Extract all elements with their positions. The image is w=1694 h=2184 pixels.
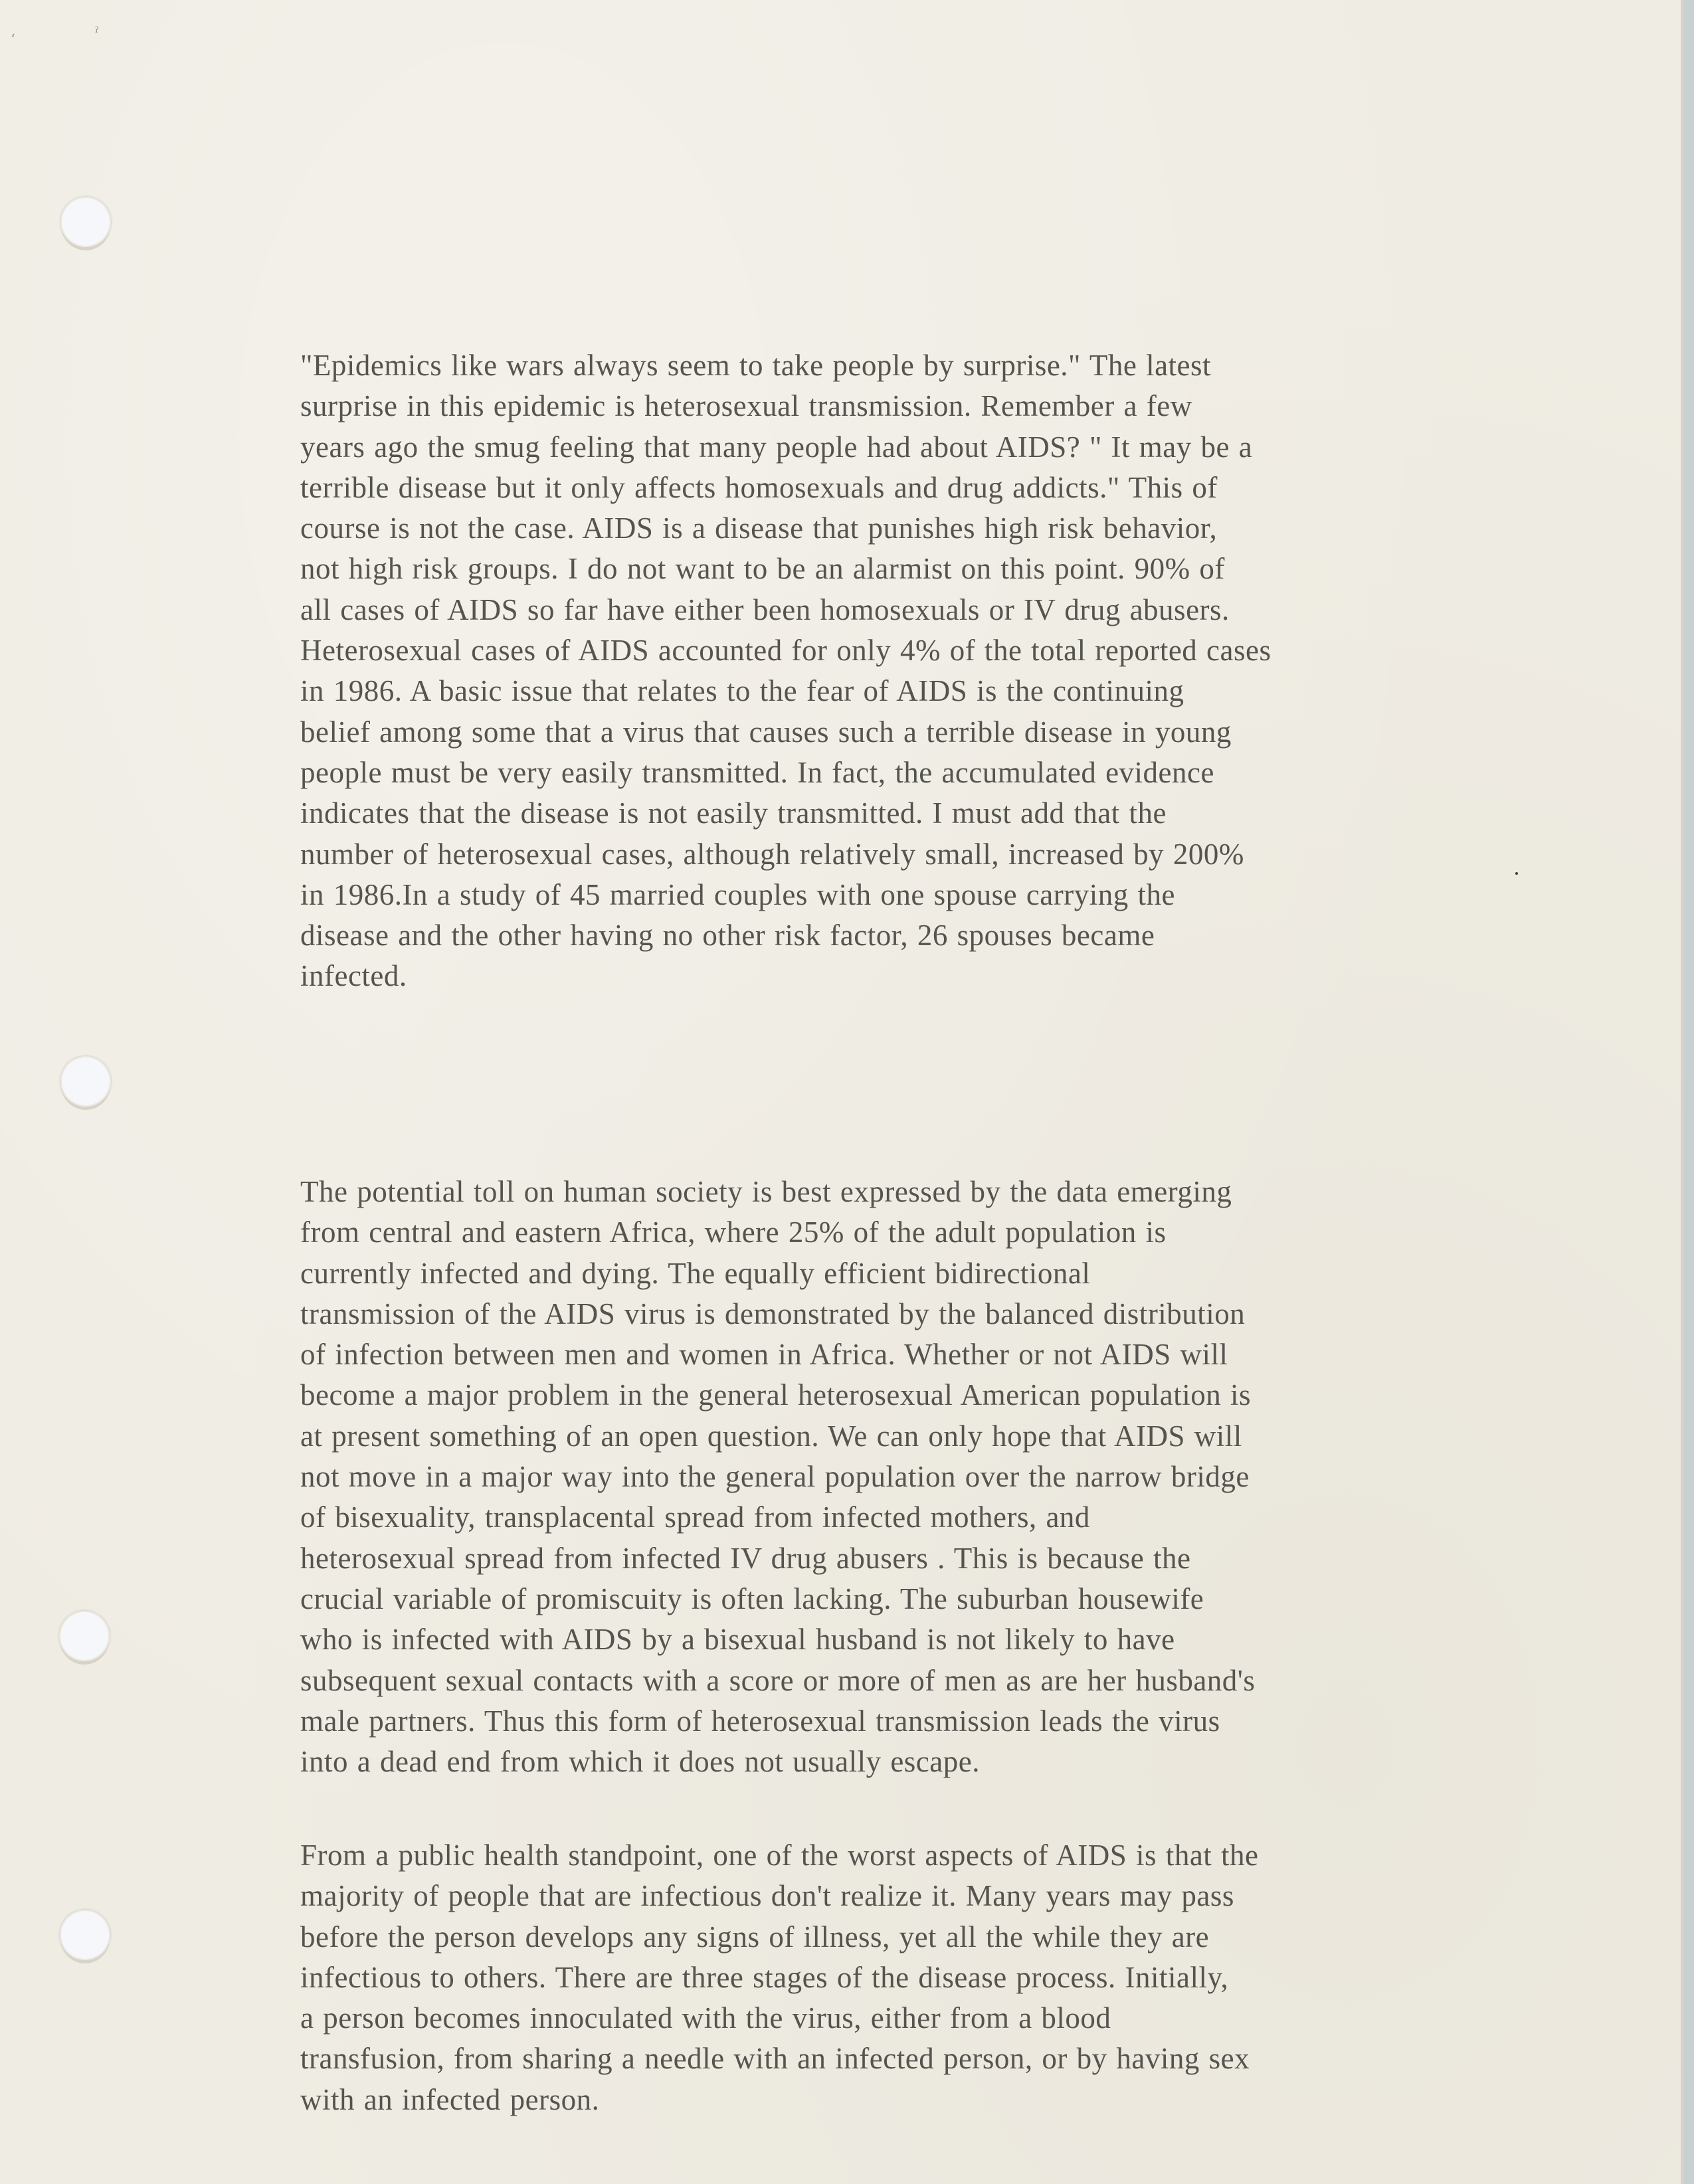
text-line: transmission of the AIDS virus is demonstrated by the balanced distribution [300,1297,1246,1330]
text-line: majority of people that are infectious don't realize it. Many years may pass [300,1879,1234,1913]
text-line: belief among some that a virus that causes such a terrible disease in young [300,715,1232,749]
text-line: crucial variable of promiscuity is often lacking. The suburban housewife [300,1582,1204,1615]
text-line: from central and eastern Africa, where 25% of the adult population is [300,1216,1167,1249]
text-line: heterosexual spread from infected IV drug abusers . This is because the [300,1541,1191,1575]
text-line: of bisexuality, transplacental spread from infected mothers, and [300,1501,1090,1534]
text-line: indicates that the disease is not easily transmitted. I must add that the [300,796,1167,830]
punch-hole-icon [60,197,111,247]
text-line: disease and the other having no other risk factor, 26 spouses became [300,919,1155,953]
text-line: currently infected and dying. The equally efficient bidirectional [300,1256,1091,1290]
text-line: Heterosexual cases of AIDS accounted for only 4% of the total reported cases [300,634,1271,668]
text-line: From a public health standpoint, one of the worst aspects of AIDS is that the [300,1839,1259,1872]
margin-mark: ʻ [11,32,15,48]
paragraph-societal-toll [300,1172,1516,1782]
text-line: a person becomes innoculated with the virus, either from a blood [300,2001,1111,2035]
paragraph-public-health [300,1835,1516,2120]
text-line: before the person develops any signs of illness, yet all the while they are [300,1920,1210,1954]
text-line: "Epidemics like wars always seem to take people by surprise." The latest [300,349,1212,382]
text-line: with an infected person. [300,2082,600,2116]
text-line: not high risk groups. I do not want to be an alarmist on this point. 90% of [300,552,1225,586]
text-line: in 1986. A basic issue that relates to the fear of AIDS is the continuing [300,674,1184,708]
text-line: of infection between men and women in Africa. Whether or not AIDS will [300,1338,1228,1372]
text-line: years ago the smug feeling that many people had about AIDS? " It may be a [300,430,1253,464]
paragraph-heterosexual-transmission [300,345,1516,997]
text-line: infectious to others. There are three stages of the disease process. Initially, [300,1960,1229,1994]
text-line: people must be very easily transmitted. In fact, the accumulated evidence [300,755,1214,789]
text-line: all cases of AIDS so far have either been homosexuals or IV drug abusers. [300,592,1230,626]
text-line: The potential toll on human society is best expressed by the data emerging [300,1175,1232,1208]
punch-hole-icon [60,1056,111,1107]
text-line: infected. [300,959,407,993]
punch-hole-icon [60,1910,110,1960]
text-line: male partners. Thus this form of heterosexual transmission leads the virus [300,1704,1220,1738]
text-line: terrible disease but it only affects homosexuals and drug addicts." This of [300,470,1218,504]
margin-mark: ˀ [95,25,100,42]
text-line: at present something of an open question. We can only hope that AIDS will [300,1419,1242,1453]
text-line: number of heterosexual cases, although relatively small, increased by 200% [300,837,1244,871]
text-line: in 1986.In a study of 45 married couples with one spouse carrying the [300,877,1175,911]
text-line: course is not the case. AIDS is a disease that punishes high risk behavior, [300,511,1218,545]
text-line: become a major problem in the general heterosexual American population is [300,1378,1252,1412]
text-line: who is infected with AIDS by a bisexual husband is not likely to have [300,1623,1175,1657]
text-line: into a dead end from which it does not usually escape. [300,1745,980,1779]
punch-hole-icon [59,1611,110,1661]
page-edge [1683,0,1684,2184]
text-line: transfusion, from sharing a needle with an infected person, or by having sex [300,2042,1250,2076]
text-line: not move in a major way into the general population over the narrow bridge [300,1460,1250,1494]
text-line: subsequent sexual contacts with a score or more of men as are her husband's [300,1663,1256,1697]
text-line: surprise in this epidemic is heterosexual transmission. Remember a few [300,389,1192,423]
